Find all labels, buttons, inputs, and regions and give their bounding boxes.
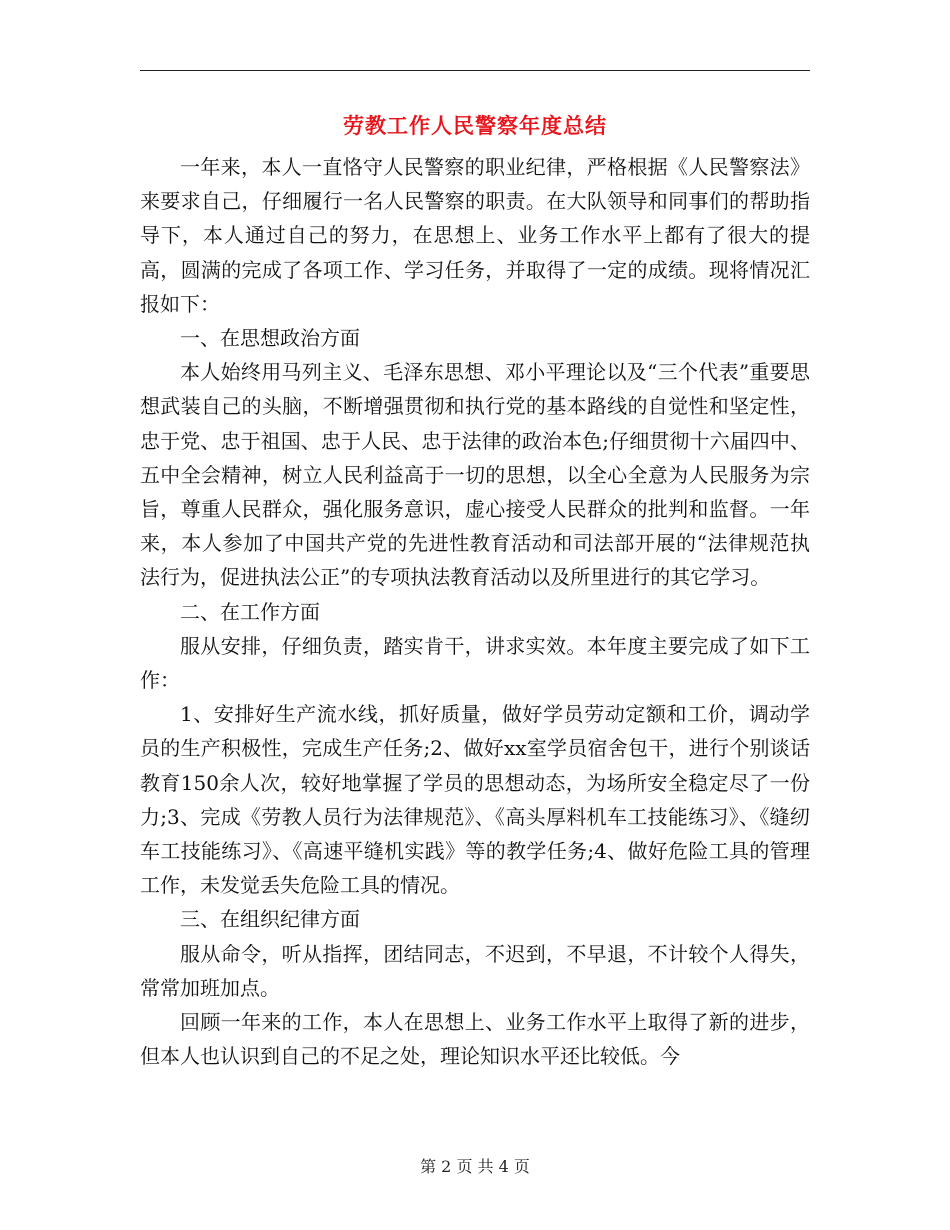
paragraph-intro: 一年来，本人一直恪守人民警察的职业纪律，严格根据《人民警察法》来要求自己，仔细履行一名人民警察的职责。在大队领导和同事们的帮助指导下，本人通过自己的努力，在思想上、业务工作水平上都有了很大的提高，圆满的完成了各项工作、学习任务，并取得了一定的成绩。现将情况汇报如下： <box>140 155 810 316</box>
header-rule <box>140 70 810 71</box>
section-heading-political: 一、在思想政治方面 <box>180 326 360 351</box>
document-title: 劳教工作人民警察年度总结 <box>343 113 607 138</box>
section-heading-work: 二、在工作方面 <box>180 599 320 624</box>
section-heading-discipline: 三、在组织纪律方面 <box>180 907 360 932</box>
page-footer: 第 2 页 共 4 页 <box>420 1157 530 1176</box>
paragraph-political: 本人始终用马列主义、毛泽东思想、邓小平理论以及“三个代表”重要思想武装自己的头脑，不断增强贯彻和执行党的基本路线的自觉性和坚定性，忠于党、忠于祖国、忠于人民、忠于法律的政治本色;仔细贯彻十六届四中、五中全会精神，树立人民利益高于一切的思想，以全心全意为人民服务为宗旨，尊重人民群众，强化服务意识，虚心接受人民群众的批判和监督。一年来，本人参加了中国共产党的先进性教育活动和司法部开展的“法律规范执法行为，促进执法公正”的专项执法教育活动以及所里进行的其它学习。 <box>140 360 810 590</box>
paragraph-review: 回顾一年来的工作，本人在思想上、业务工作水平上取得了新的进步，但本人也认识到自己的不足之处，理论知识水平还比较低。今 <box>140 1010 810 1069</box>
document-body <box>140 150 810 1073</box>
paragraph-work-items: 1、安排好生产流水线，抓好质量，做好学员劳动定额和工价，调动学员的生产积极性，完成生产任务;2、做好xx室学员宿舍包干，进行个别谈话教育150余人次，较好地掌握了学员的思想动态，为场所安全稳定尽了一份力;3、完成《劳教人员行为法律规范》、《高头厚料机车工技能练习》、《缝纫车工技能练习》、《高速平缝机实践》等的教学任务;4、做好危险工具的管理工作，未发觉丢失危险工具的情况。 <box>140 702 810 898</box>
paragraph-work-summary: 服从安排，仔细负责，踏实肯干，讲求实效。本年度主要完成了如下工作： <box>140 633 810 693</box>
paragraph-discipline: 服从命令，听从指挥，团结同志，不迟到，不早退，不计较个人得失，常常加班加点。 <box>140 941 810 1000</box>
